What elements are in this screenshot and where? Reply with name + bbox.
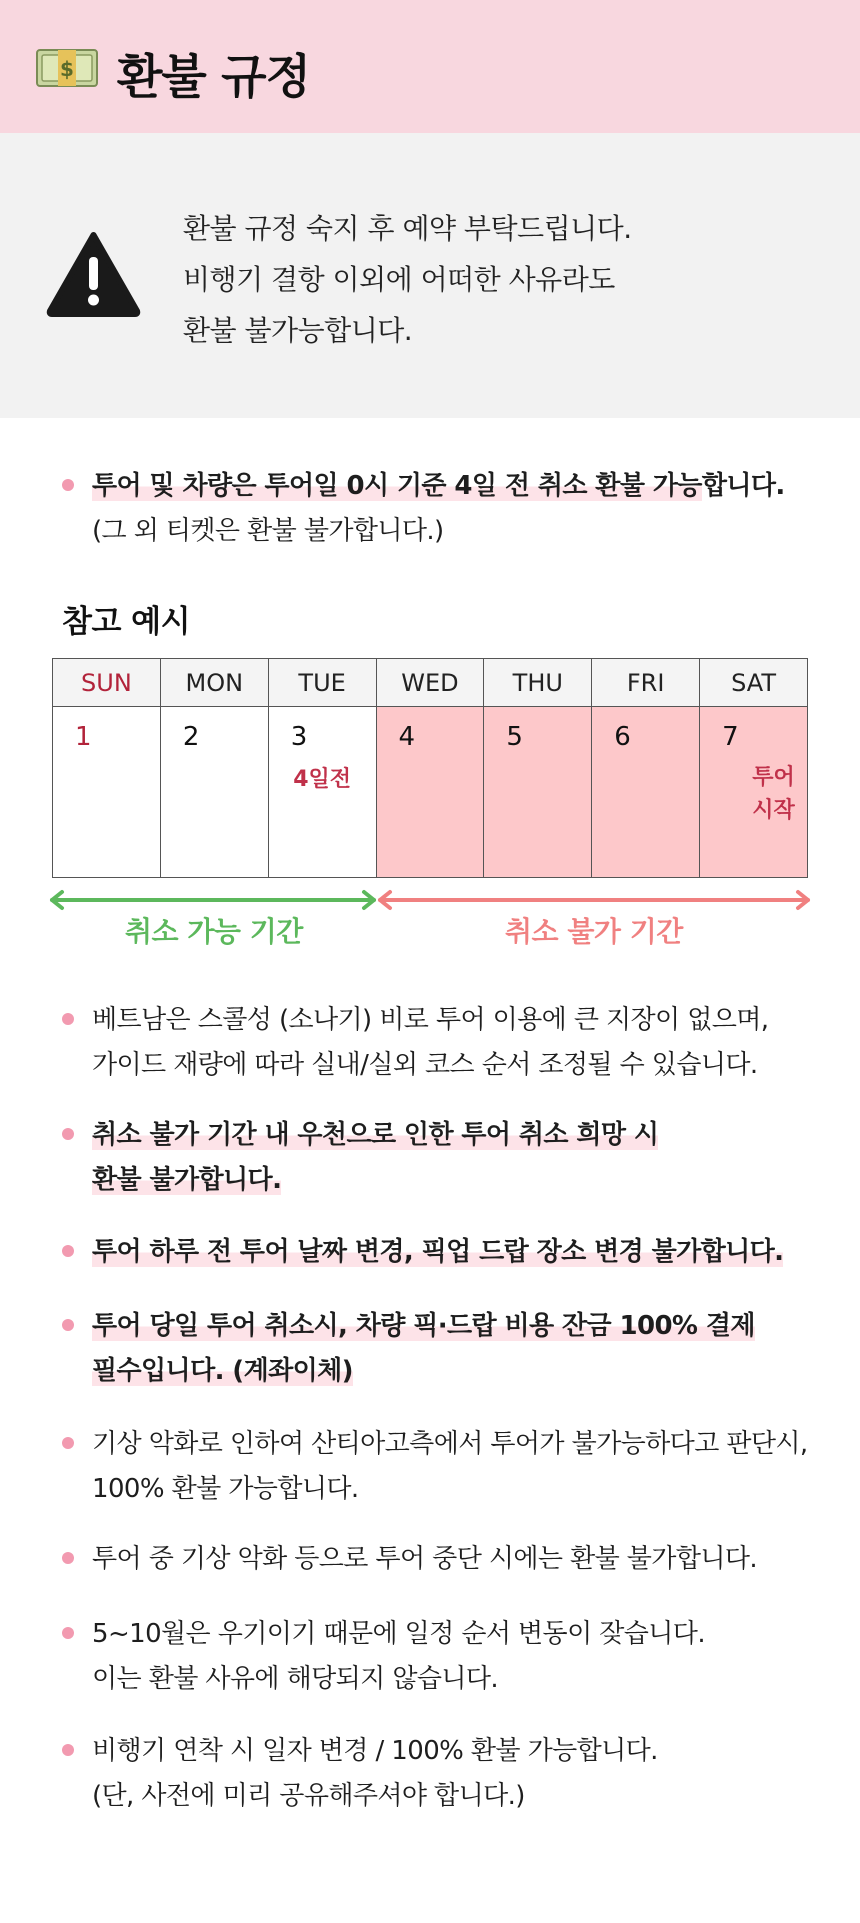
bullet-dot: [62, 1013, 74, 1025]
policy-text: 합니다.: [701, 471, 785, 501]
calendar-day-header: WED: [376, 659, 484, 707]
calendar-cell-blocked: [484, 707, 592, 878]
warning-triangle-icon: [46, 231, 141, 317]
calendar-cell: [160, 707, 268, 878]
cancel-possible-arrow: [52, 892, 374, 908]
calendar-date: 3: [290, 722, 308, 753]
policy-highlight: 환불 불가합니다.: [92, 1165, 282, 1195]
warning-text: [183, 203, 632, 356]
period-arrows: [48, 888, 812, 912]
policy-text: 이는 환불 사유에 해당되지 않습니다.: [92, 1664, 499, 1694]
calendar-cell-blocked: [376, 707, 484, 878]
bullet-dot: [62, 1627, 74, 1639]
money-bill-icon: [36, 48, 98, 88]
policy-highlight: 필수입니다. (계좌이체): [92, 1356, 353, 1386]
policy-highlight: 투어 및 차량은 투어일 0시 기준 4일 전 취소 환불 가능: [92, 471, 702, 501]
policy-item-rain: [92, 998, 768, 1088]
calendar-day-header: FRI: [592, 659, 700, 707]
policy-text: 가이드 재량에 따라 실내/실외 코스 순서 조정될 수 있습니다.: [92, 1050, 758, 1080]
policy-text: 100% 환불 가능합니다.: [92, 1474, 359, 1504]
policy-item-weather: [92, 1422, 808, 1512]
calendar-day-header: SUN: [53, 659, 161, 707]
bullet-dot: [62, 1437, 74, 1449]
calendar-date: 2: [182, 722, 200, 753]
calendar-note: [700, 761, 807, 827]
policy-highlight: 취소 불가 기간 내 우천으로 인한 투어 취소 희망 시: [92, 1120, 659, 1150]
page-title: 환불 규정: [117, 50, 310, 105]
header-banner: [0, 0, 860, 133]
calendar-note: 4일전: [293, 767, 352, 793]
bullet-dot: [62, 479, 74, 491]
policy-item-rain-cancel: [92, 1113, 658, 1203]
calendar-date: 6: [614, 722, 631, 753]
warning-line: 비행기 결항 이외에 어떠한 사유라도: [183, 263, 615, 296]
example-calendar: [52, 658, 808, 878]
policy-text: 기상 악화로 인하여 산티아고측에서 투어가 불가능하다고 판단시,: [92, 1429, 808, 1459]
policy-item-same-day: [92, 1304, 755, 1394]
calendar-cell: [268, 707, 376, 878]
calendar-note-line: 시작: [752, 798, 795, 824]
policy-item-cancel-window: [92, 464, 785, 554]
policy-text: 투어 중 기상 악화 등으로 투어 중단 시에는 환불 불가합니다.: [92, 1544, 758, 1574]
policy-text: (단, 사전에 미리 공유해주셔야 합니다.): [92, 1781, 525, 1811]
cancel-impossible-arrow: [380, 892, 808, 908]
calendar-day-header: SAT: [700, 659, 808, 707]
calendar-cell-blocked: [700, 707, 808, 878]
bullet-dot: [62, 1552, 74, 1564]
svg-text:$: $: [60, 57, 74, 81]
calendar-day-header: TUE: [268, 659, 376, 707]
calendar-date: 4: [398, 722, 416, 753]
calendar-cell-blocked: [592, 707, 700, 878]
policy-item-flight-delay: [92, 1729, 658, 1819]
bullet-dot: [62, 1245, 74, 1257]
policy-highlight: 투어 당일 투어 취소시, 차량 픽·드랍 비용 잔금 100% 결제: [92, 1311, 755, 1341]
calendar-cell: [53, 707, 161, 878]
policy-text: 베트남은 스콜성 (소나기) 비로 투어 이용에 큰 지장이 없으며,: [92, 1005, 769, 1035]
policy-item-interrupt: [92, 1537, 757, 1582]
warning-line: 환불 불가능합니다.: [183, 314, 413, 347]
calendar-date: 7: [722, 722, 739, 753]
policy-item-change: [92, 1230, 783, 1275]
policy-text: (그 외 티켓은 환불 불가합니다.): [92, 516, 444, 546]
calendar-date: 1: [75, 722, 92, 753]
policy-text: 5~10월은 우기이기 때문에 일정 순서 변동이 잦습니다.: [92, 1619, 705, 1649]
policy-text: 비행기 연착 시 일자 변경 / 100% 환불 가능합니다.: [92, 1736, 658, 1766]
warning-box: [0, 133, 860, 418]
policy-item-rainy-season: [92, 1612, 705, 1702]
calendar-date: 5: [506, 722, 523, 753]
calendar-day-header: THU: [484, 659, 592, 707]
policy-highlight: 투어 하루 전 투어 날짜 변경, 픽업 드랍 장소 변경 불가합니다.: [92, 1237, 784, 1267]
bullet-dot: [62, 1744, 74, 1756]
cancel-impossible-label: 취소 불가 기간: [505, 915, 683, 948]
calendar-day-header: MON: [160, 659, 268, 707]
bullet-dot: [62, 1128, 74, 1140]
cancel-possible-label: 취소 가능 기간: [125, 915, 303, 948]
warning-line: 환불 규정 숙지 후 예약 부탁드립니다.: [183, 212, 632, 245]
calendar-note-line: 투어: [752, 765, 795, 791]
reference-title: 참고 예시: [62, 604, 191, 640]
bullet-dot: [62, 1319, 74, 1331]
